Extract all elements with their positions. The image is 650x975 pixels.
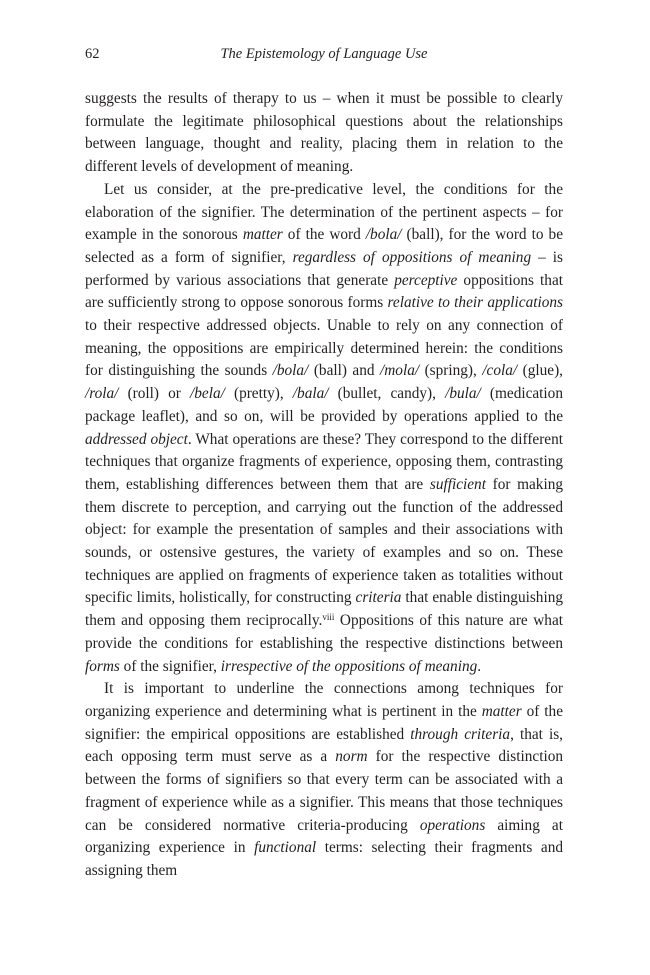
text-run: (bullet, candy),	[328, 385, 446, 403]
text-run: Let us consider, at the pre-predicative level, the conditions for the elaboration of the signifier. The determination of the pertinent aspects – for example in the sonorous	[85, 180, 563, 244]
italic-run: perceptive	[394, 271, 458, 289]
text-run: , that is, each opposing term must serve as a	[85, 725, 563, 766]
running-header	[85, 44, 563, 64]
italic-run: /mola/	[380, 362, 420, 380]
italic-run: matter	[481, 702, 522, 720]
italic-run: /bala/	[292, 385, 329, 403]
text-run: – is performed by various associations that generate	[85, 248, 563, 289]
text-run: for making them discrete to perception, and carrying out the function of the addressed object: for example the presentation of samples and their associations with sounds, or ostensive gestures, the variety of examples and so on. These techniques are applied on fragments of experience taken as totalities without specific limits, holistically, for constructing	[85, 475, 563, 607]
italic-run: through criteria	[410, 725, 511, 743]
footnote-ref: viii	[322, 612, 335, 623]
text-run: aiming at organizing experience in	[85, 816, 563, 857]
italic-run: functional	[254, 839, 317, 857]
body-text	[85, 88, 563, 883]
text-run: of the signifier,	[119, 657, 221, 675]
italic-run: /bola/	[365, 226, 402, 244]
text-run: (ball) and	[308, 362, 380, 380]
italic-run: relative to their applications	[387, 294, 563, 312]
text-run: Oppositions of this nature are what provide the conditions for establishing the respective distinctions between	[85, 612, 563, 652]
text-run: of the word	[282, 226, 366, 244]
text-run: (spring),	[419, 362, 483, 380]
text-run: (medication package leaflet), and so on, will be provided by operations applied to the	[85, 385, 563, 425]
text-run: (pretty),	[224, 385, 293, 403]
text-run: for the respective distinction between the forms of signifiers so that every term can be associated with a fragment of experience while as a signifier. This means that those techniques can be considered normative criteria-producing	[85, 748, 563, 834]
italic-run: /rola/	[85, 385, 119, 403]
italic-run: /cola/	[482, 362, 518, 380]
text-run: . What operations are these? They correspond to the different techniques that organize fragments of experience, opposing them, contrasting them, establishing differences between them that are	[85, 430, 563, 493]
text-run: terms: selecting their fragments and assigning them	[85, 839, 563, 879]
italic-run: operations	[419, 816, 486, 834]
text-run: (roll) or	[118, 385, 190, 403]
text-run: oppositions that are sufficiently strong to oppose sonorous forms	[85, 271, 563, 312]
text-run: to their respective addressed objects. Unable to rely on any connection of meaning, the oppositions are empirically determined herein: the conditions for distinguishing the sounds	[85, 317, 563, 380]
paragraph-3	[85, 678, 563, 882]
italic-run: /bula/	[445, 385, 481, 403]
italic-run: sufficient	[429, 475, 486, 493]
italic-run: forms	[85, 657, 120, 675]
italic-run: /bela/	[190, 385, 225, 403]
paragraph-2	[85, 179, 563, 678]
italic-run: norm	[335, 748, 368, 766]
text-run: of the signifier: the empirical oppositions are established	[85, 702, 563, 743]
italic-run: irrespective of the oppositions of meaning	[220, 657, 478, 675]
page-number: 62	[85, 46, 100, 62]
italic-run: regardless of oppositions of meaning	[292, 248, 532, 266]
text-run: suggests the results of therapy to us – when it must be possible to clearly formulate the legitimate philosophical questions about the relationships between language, thought and reality, placing them in relation to the different levels of development of meaning.	[85, 90, 563, 176]
running-title: The Epistemology of Language Use	[220, 46, 428, 62]
text-run: .	[477, 657, 482, 675]
text-run: that enable distinguishing them and opposing them reciprocally.	[85, 589, 563, 630]
text-run: (glue),	[517, 362, 563, 380]
italic-run: matter	[242, 226, 283, 244]
italic-run: criteria	[355, 589, 402, 607]
paragraph-1	[85, 88, 563, 179]
italic-run: /bola/	[272, 362, 309, 380]
italic-run: addressed object	[85, 430, 188, 448]
text-run: It is important to underline the connections among techniques for organizing experience and determining what is pertinent in the	[85, 680, 563, 720]
text-run: (ball), for the word to be selected as a form of signifier,	[85, 226, 563, 266]
